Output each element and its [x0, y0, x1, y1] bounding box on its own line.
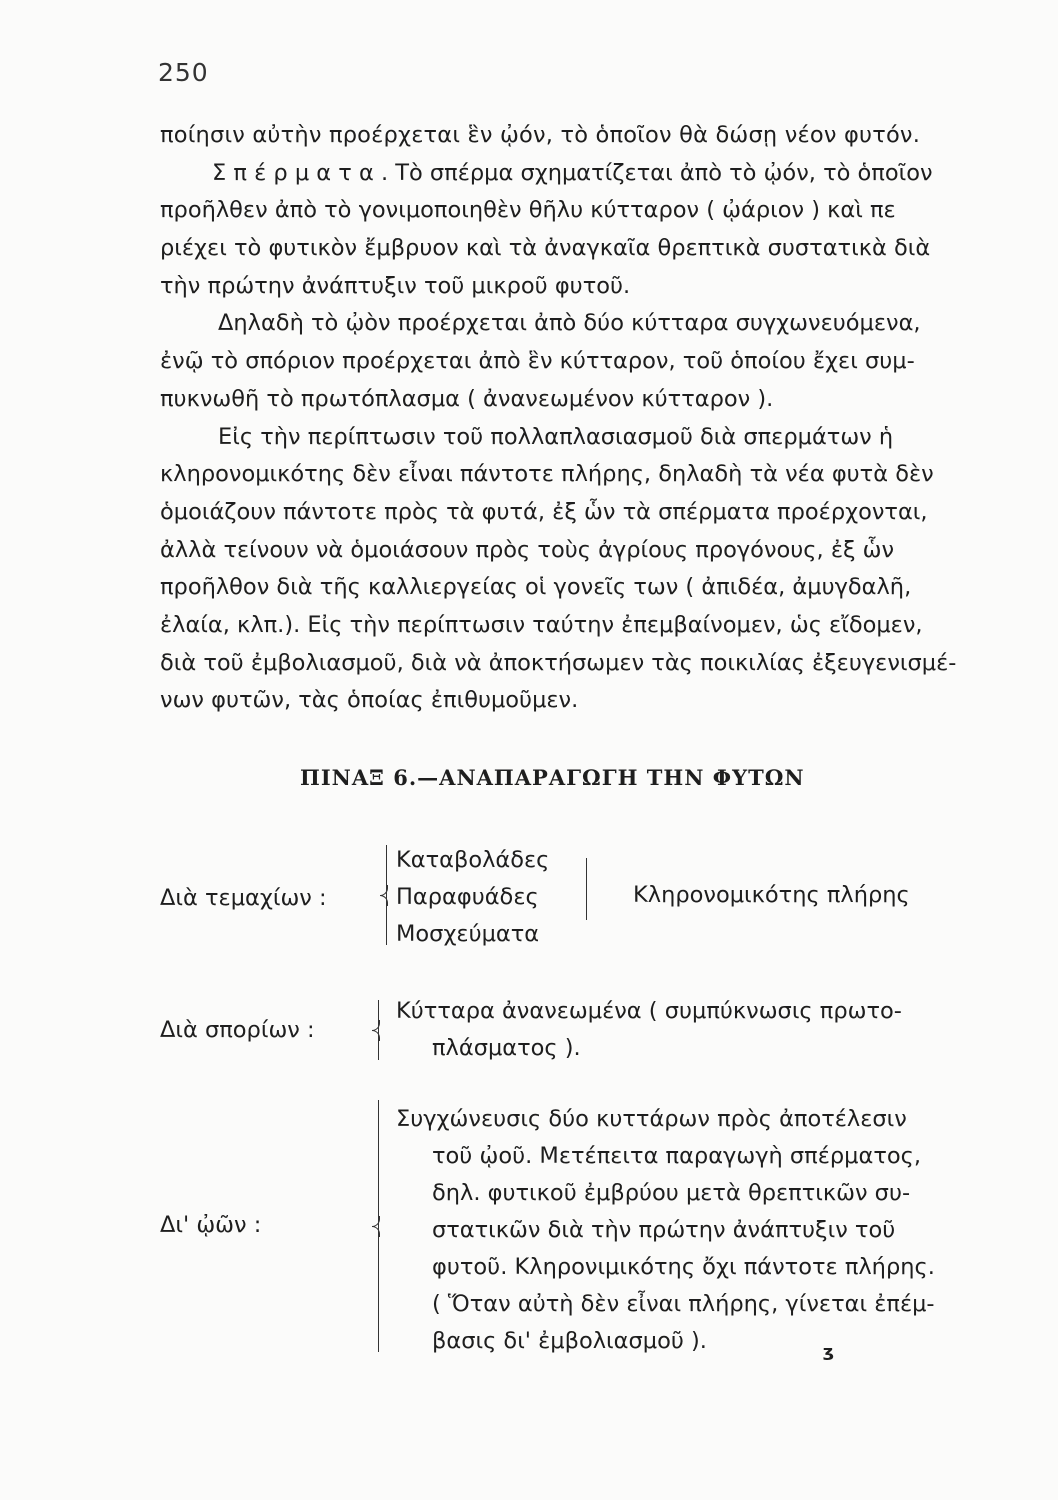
egg-text-line: δηλ. φυτικοῦ ἐμβρύου μετὰ θρεπτικῶν συ-: [432, 1180, 911, 1206]
text-line: νων φυτῶν, τὰς ὁποίας ἐπιθυμοῦμεν.: [160, 687, 579, 714]
left-brace: [378, 1000, 379, 1060]
left-brace: [386, 845, 387, 945]
egg-text-line: τοῦ ᾠοῦ. Μετέπειτα παραγωγὴ σπέρματος,: [432, 1143, 921, 1169]
body-text: [160, 117, 990, 720]
text-line: ποίησιν αὐτὴν προέρχεται ἓν ᾠόν, τὸ ὁποῖον θὰ δώσῃ νέον φυτόν.: [160, 122, 921, 148]
right-bracket: [586, 858, 587, 920]
text-line: πυκνωθῆ τὸ πρωτόπλασμα ( ἀνανεωμένον κύτταρον ).: [160, 385, 774, 412]
egg-text-line: φυτοῦ. Κληρονιμικότης ὄχι πάντοτε πλήρης.: [432, 1254, 935, 1280]
text-line: διὰ τοῦ ἐμβολιασμοῦ, διὰ νὰ ἀποκτήσωμεν τὰς ποικιλίας ἐξευγενισμέ-: [160, 649, 957, 676]
text-line: προῆλθον διὰ τῆς καλλιεργείας οἱ γονεῖς των ( ἀπιδέα, ἀμυγδαλῆ,: [160, 574, 912, 601]
spore-text-line: Κύτταρα ἀνανεωμένα ( συμπύκνωσις πρωτο-: [396, 998, 902, 1024]
row-label-eggs: Δι' ᾠῶν :: [160, 1212, 262, 1238]
text-line: ἐνῷ τὸ σπόριον προέρχεται ἀπὸ ἓν κύτταρον, τοῦ ὁποίου ἔχει συμ-: [160, 348, 915, 375]
text-line: προῆλθεν ἀπὸ τὸ γονιμοποιηθὲν θῆλυ κύτταρον ( ᾠάριον ) καὶ πε: [160, 197, 896, 224]
egg-text-line: Συγχώνευσις δύο κυττάρων πρὸς ἀποτέλεσιν: [396, 1106, 907, 1132]
text-line: Δηλαδὴ τὸ ᾠὸν προέρχεται ἀπὸ δύο κύτταρα συγχωνευόμενα,: [218, 310, 921, 337]
text-line: Εἰς τὴν περίπτωσιν τοῦ πολλαπλασιασμοῦ διὰ σπερμάτων ἡ: [218, 423, 894, 450]
spore-text-line: πλάσματος ).: [432, 1035, 581, 1061]
text-line: τὴν πρώτην ἀνάπτυξιν τοῦ μικροῦ φυτοῦ.: [160, 272, 631, 299]
page-number: 250: [158, 58, 209, 87]
method-item: Καταβολάδες: [396, 847, 550, 873]
method-item: Παραφυάδες: [396, 884, 539, 910]
left-brace: [378, 1100, 379, 1352]
egg-text-line: ( Ὅταν αὐτὴ δὲν εἶναι πλήρης, γίνεται ἐπέμ-: [432, 1291, 935, 1317]
text-line: κληρονομικότης δὲν εἶναι πάντοτε πλήρης, δηλαδὴ τὰ νέα φυτὰ δὲν: [160, 461, 934, 488]
egg-text-line: βασις δι' ἐμβολιασμοῦ ).: [432, 1328, 707, 1354]
text-line: Σ π έ ρ μ α τ α . Τὸ σπέρμα σχηματίζεται ἀπὸ τὸ ᾠόν, τὸ ὁποῖον: [212, 159, 933, 186]
row-label-spores: Διὰ σπορίων :: [160, 1017, 315, 1043]
table-title: ΠΙΝΑΞ 6.—ΑΝΑΠΑΡΑΓΩΓΗ ΤΗΝ ΦΥΤΩΝ: [300, 765, 805, 790]
text-line: ριέχει τὸ φυτικὸν ἔμβρυον καὶ τὰ ἀναγκαῖα θρεπτικὰ συστατικὰ διὰ: [160, 235, 931, 262]
end-mark: ᶾ: [822, 1340, 835, 1373]
text-line: ἐλαία, κλπ.). Εἰς τὴν περίπτωσιν ταύτην ἐπεμβαίνομεν, ὡς εἴδομεν,: [160, 611, 923, 638]
heredity-result: Κληρονομικότης πλήρης: [633, 882, 910, 908]
egg-text-line: στατικῶν διὰ τὴν πρώτην ἀνάπτυξιν τοῦ: [432, 1217, 896, 1243]
text-line: ὁμοιάζουν πάντοτε πρὸς τὰ φυτά, ἐξ ὧν τὰ σπέρματα προέρχονται,: [160, 498, 928, 525]
text-line: ἀλλὰ τείνουν νὰ ὁμοιάσουν πρὸς τοὺς ἀγρίους προγόνους, ἐξ ὧν: [160, 536, 895, 563]
row-label-cuttings: Διὰ τεμαχίων :: [160, 885, 327, 911]
method-item: Μοσχεύματα: [396, 921, 540, 947]
